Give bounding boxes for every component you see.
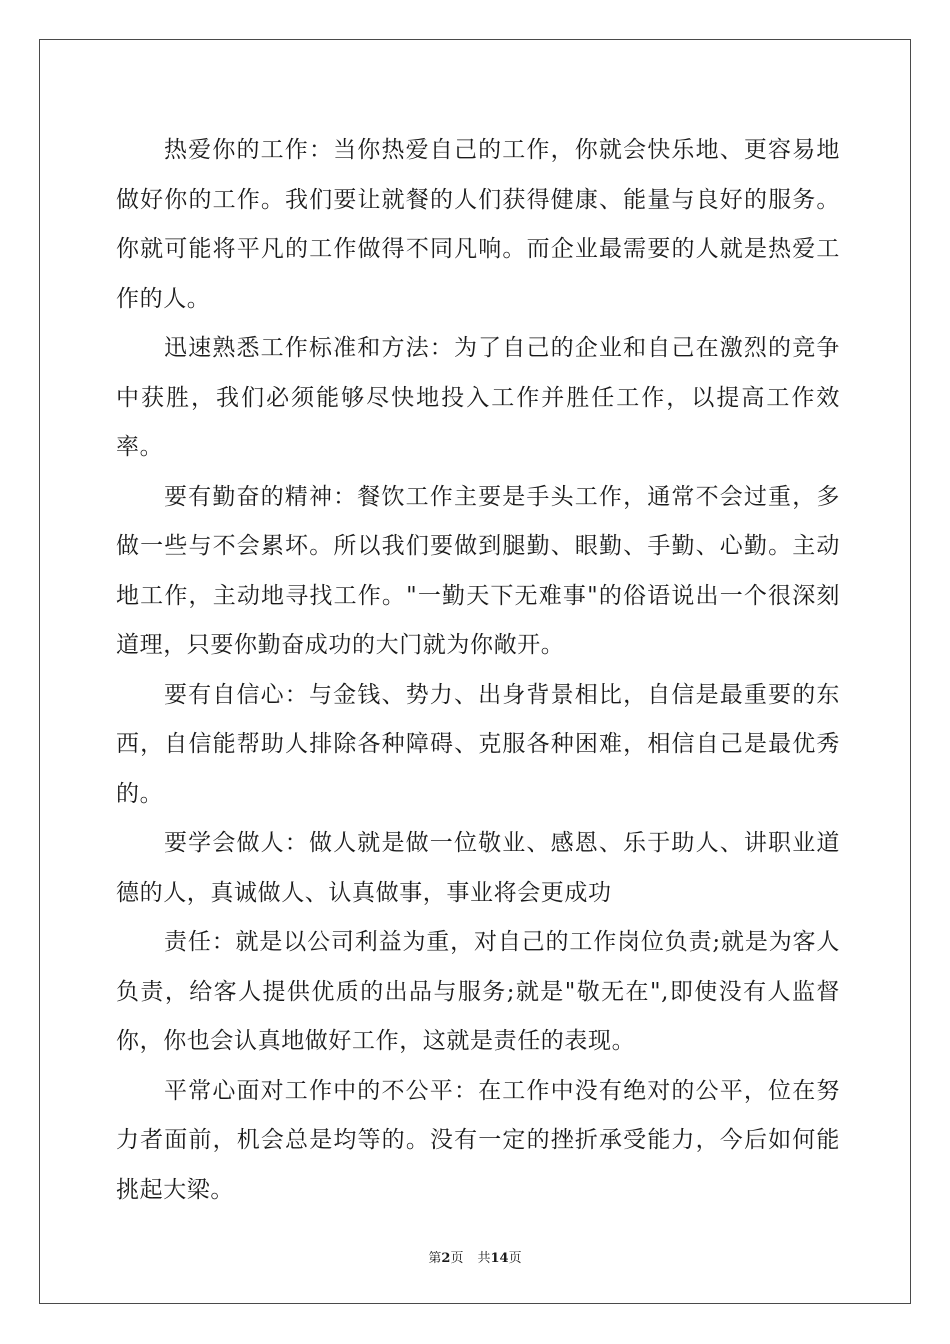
paragraph-love-work: 热爱你的工作：当你热爱自己的工作，你就会快乐地、更容易地做好你的工作。我们要让就餐的人们获得健康、能量与良好的服务。你就可能将平凡的工作做得不同凡响。而企业最需要的人就是热爱工作的人。 (116, 137, 840, 312)
document-body (116, 126, 840, 1215)
paragraph-standards: 迅速熟悉工作标准和方法：为了自己的企业和自己在激烈的竞争中获胜，我们必须能够尽快地投入工作并胜任工作，以提高工作效率。 (116, 335, 840, 460)
page-total: 14 (490, 1251, 509, 1266)
total-suffix: 页 (508, 1251, 522, 1266)
paragraph-be-a-person: 要学会做人：做人就是做一位敬业、感恩、乐于助人、讲职业道德的人，真诚做人、认真做事，事业将会更成功 (116, 830, 840, 906)
paragraph-fairness: 平常心面对工作中的不公平：在工作中没有绝对的公平，位在努力者面前，机会总是均等的。没有一定的挫折承受能力，今后如何能挑起大梁。 (116, 1077, 840, 1203)
page-prefix: 第 (428, 1251, 442, 1266)
page-footer (0, 1247, 950, 1266)
paragraph-responsibility: 责任：就是以公司利益为重，对自己的工作岗位负责;就是为客人负责，给客人提供优质的出品与服务;就是"敬无在",即使没有人监督你，你也会认真地做好工作，这就是责任的表现。 (116, 929, 840, 1054)
total-prefix: 共 (477, 1251, 491, 1266)
paragraph-confidence: 要有自信心：与金钱、势力、出身背景相比，自信是最重要的东西，自信能帮助人排除各种障碍、克服各种困难，相信自己是最优秀的。 (116, 681, 840, 807)
page-suffix: 页 (450, 1251, 464, 1266)
page-current: 2 (441, 1251, 451, 1266)
paragraph-diligence: 要有勤奋的精神：餐饮工作主要是手头工作，通常不会过重，多做一些与不会累坏。所以我们要做到腿勤、眼勤、手勤、心勤。主动地工作，主动地寻找工作。"一勤天下无难事"的俗语说出一个很深刻道理，只要你勤奋成功的大门就为你敞开。 (116, 483, 840, 658)
